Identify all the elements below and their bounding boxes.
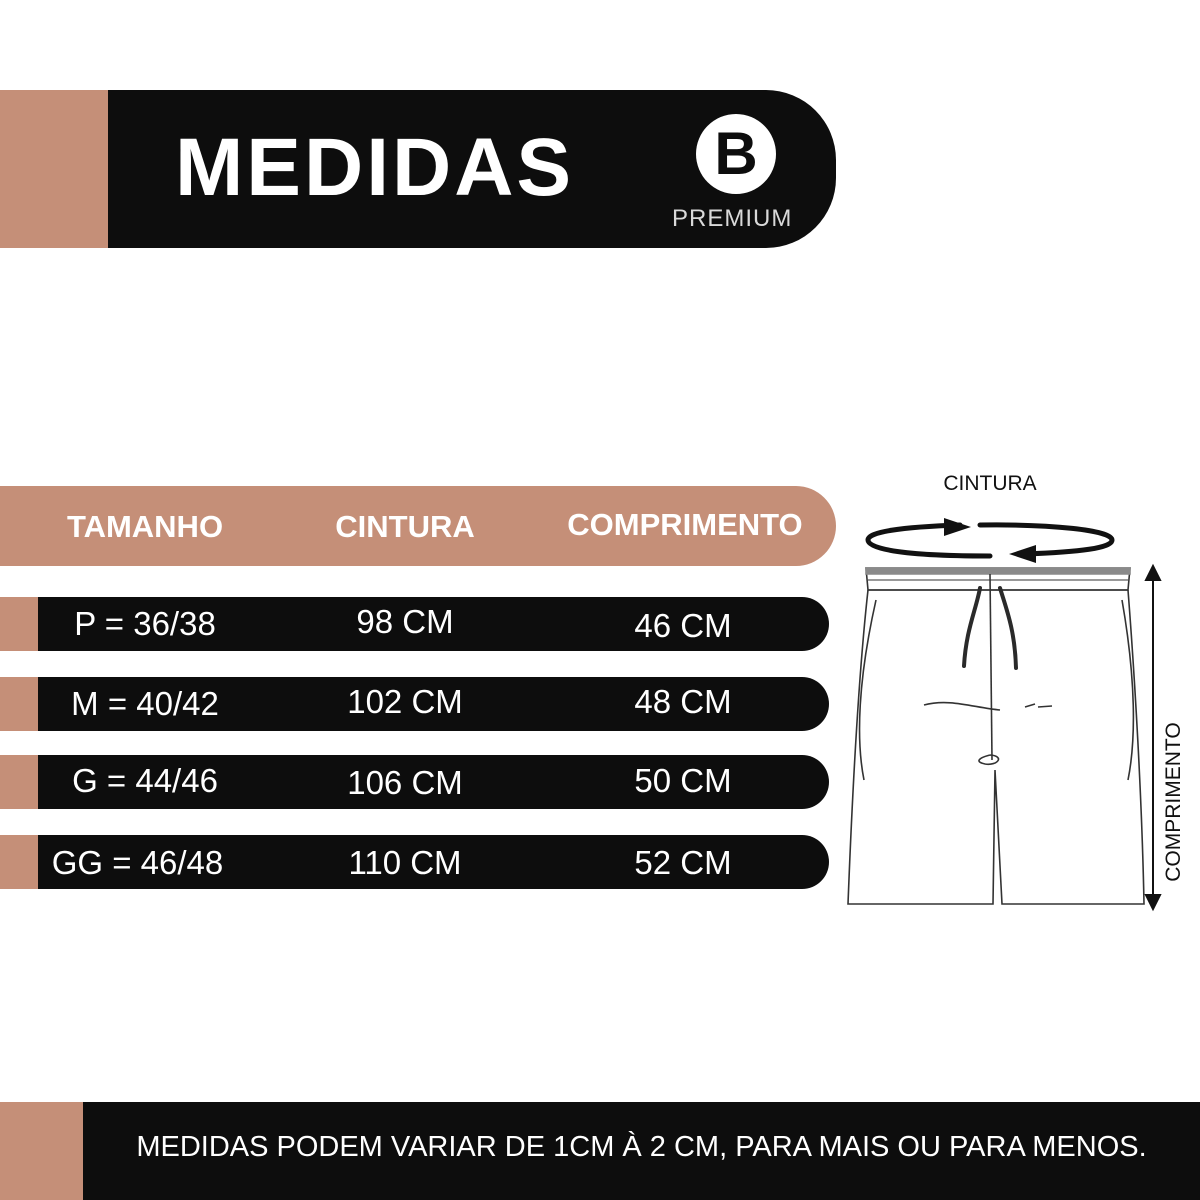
row-accent	[0, 597, 38, 651]
waist-label: CINTURA	[943, 472, 1037, 495]
shorts-illustration	[840, 500, 1170, 920]
cell-waist: 102 CM	[347, 683, 463, 720]
cell-size: GG = 46/48	[51, 844, 224, 881]
cell-length: 48 CM	[634, 683, 732, 720]
cell-length: 50 CM	[634, 762, 732, 799]
logo: B	[714, 120, 758, 187]
length-arrow-icon	[1146, 566, 1160, 909]
logo-subtitle: PREMIUM	[672, 205, 793, 232]
page-title: MEDIDAS	[175, 122, 575, 213]
column-header-tamanho: TAMANHO	[66, 509, 224, 544]
row-accent	[0, 755, 38, 809]
column-header-cintura: CINTURA	[335, 509, 475, 544]
length-label: COMPRIMENTO	[1162, 722, 1185, 882]
footer-accent	[0, 1102, 83, 1200]
cell-size: M = 40/42	[71, 685, 219, 722]
column-header-comprimento: COMPRIMENTO	[567, 507, 803, 542]
cell-length: 46 CM	[634, 607, 732, 644]
cell-waist: 110 CM	[348, 844, 462, 881]
cell-size: G = 44/46	[72, 762, 218, 799]
cell-waist: 106 CM	[347, 764, 463, 801]
header-accent	[0, 90, 108, 248]
shorts-outline-icon	[848, 568, 1144, 904]
cell-size: P = 36/38	[74, 605, 216, 642]
waist-arrow-icon	[868, 525, 1112, 556]
cell-length: 52 CM	[634, 844, 732, 881]
row-accent	[0, 677, 38, 731]
cell-waist: 98 CM	[356, 603, 454, 640]
footer-note: MEDIDAS PODEM VARIAR DE 1CM À 2 CM, PARA MAIS OU PARA MENOS.	[136, 1131, 1147, 1163]
